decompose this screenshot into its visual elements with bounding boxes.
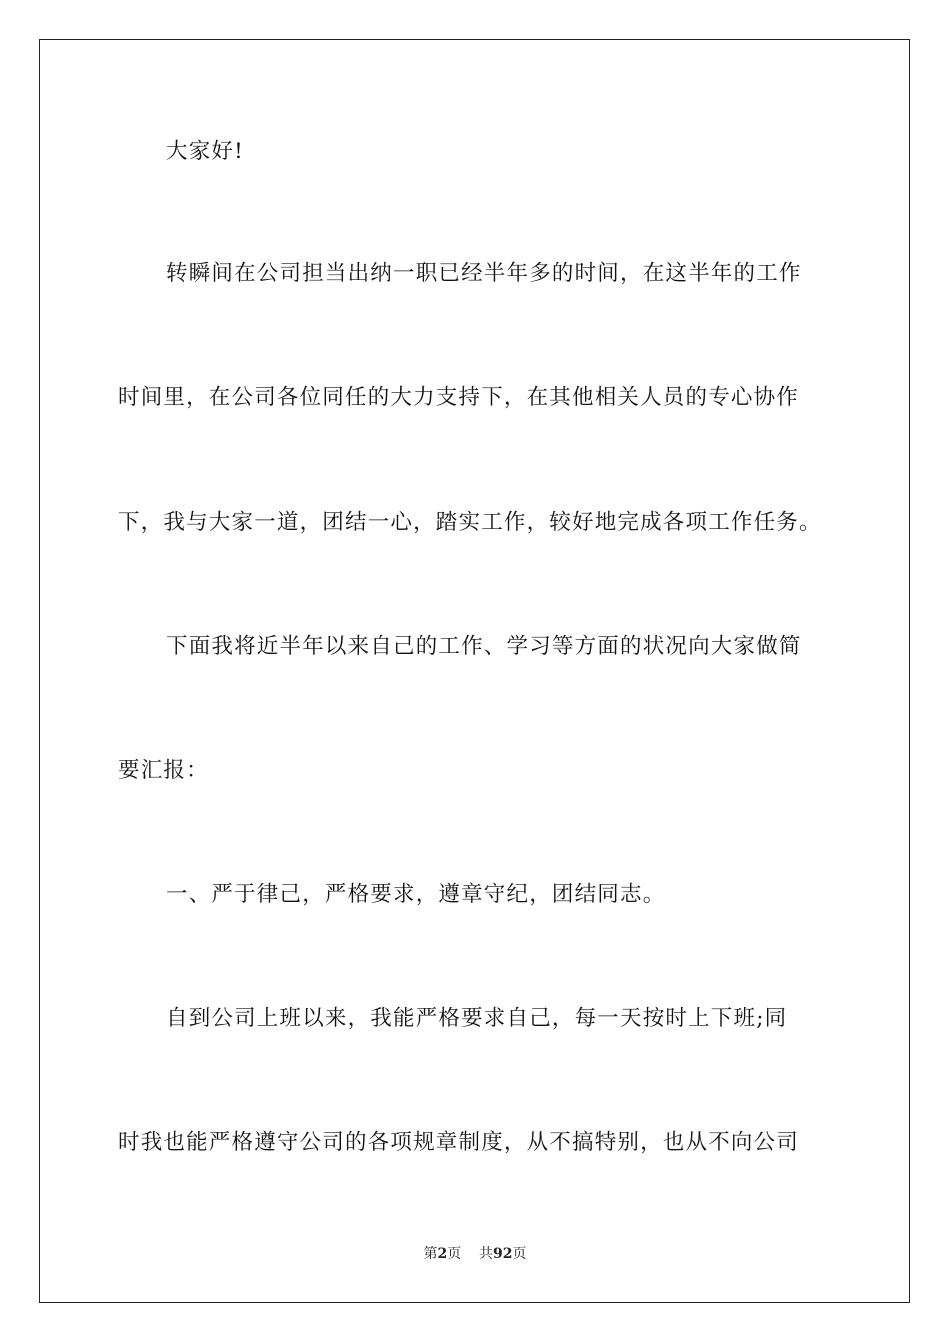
total-suffix: 页 bbox=[512, 1246, 527, 1262]
paragraph-line: 下面我将近半年以来自己的工作、学习等方面的状况向大家做简 bbox=[166, 634, 802, 659]
paragraph-line: 时间里，在公司各位同任的大力支持下，在其他相关人员的专心协作 bbox=[118, 385, 800, 410]
total-pages: 92 bbox=[493, 1246, 513, 1262]
page-number: 2 bbox=[437, 1246, 448, 1262]
total-prefix: 共 bbox=[479, 1246, 494, 1262]
paragraph-line: 要汇报： bbox=[118, 758, 209, 783]
page-suffix: 页 bbox=[447, 1246, 462, 1262]
page-border bbox=[39, 39, 910, 1303]
paragraph-line: 自到公司上班以来，我能严格要求自己，每一天按时上下班;同 bbox=[166, 1006, 788, 1031]
page-prefix: 第 bbox=[423, 1246, 438, 1262]
paragraph-line: 转瞬间在公司担当出纳一职已经半年多的时间，在这半年的工作 bbox=[166, 261, 802, 286]
section-heading: 一、严于律己，严格要求，遵章守纪，团结同志。 bbox=[166, 882, 666, 907]
paragraph-line: 时我也能严格遵守公司的各项规章制度，从不搞特别，也从不向公司 bbox=[118, 1130, 800, 1155]
page-footer bbox=[0, 1244, 950, 1264]
paragraph-line: 下，我与大家一道，团结一心，踏实工作，较好地完成各项工作任务。 bbox=[118, 510, 822, 535]
greeting-line: 大家好! bbox=[166, 139, 244, 164]
